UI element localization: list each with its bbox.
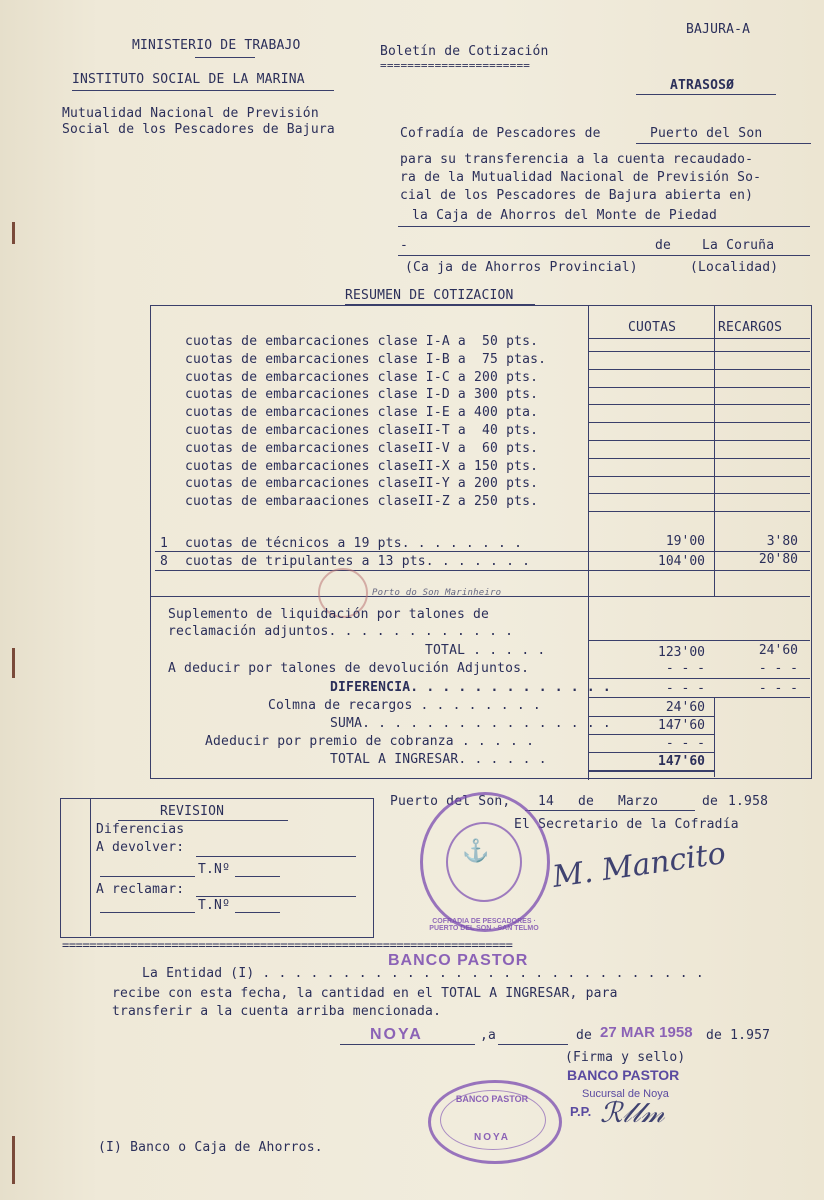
sign-de-1: de <box>578 794 595 809</box>
bank-pp: P.P. <box>570 1104 592 1119</box>
revision-divider <box>90 798 91 936</box>
col-header-recargos: RECARGOS <box>718 320 783 335</box>
deducir-label: A deducir por talones de devolución Adjuntos. <box>168 661 530 676</box>
ministry-underline <box>195 57 255 58</box>
premio-value: - - - <box>665 736 705 751</box>
entity-line: La Entidad (I) . . . . . . . . . . . . . . . . . . . . . . . . . . . . <box>142 966 704 981</box>
suma-label: SUMA. . . . . . . . . . . . . . . . <box>330 716 611 731</box>
deducir-cuotas: - - - <box>665 661 705 676</box>
devolver-tno: T.Nº <box>198 862 231 877</box>
city-value: La Coruña <box>702 238 775 253</box>
quota-row-label: cuotas de embarcaciones claseII-T a 40 pts. <box>185 423 539 438</box>
bulletin-underline: ====================== <box>380 59 531 72</box>
bank-line-3: transferir a la cuenta arriba mencionada. <box>112 1004 442 1019</box>
arrears-label: ATRASOSØ <box>670 78 735 93</box>
seal-text: COFRADIA DE PESCADORES · PUERTO DEL SON · SAN TELMO <box>429 918 539 932</box>
quota-row-label: cuotas de embaraaciones claseII-Z a 250 pts. <box>185 494 539 509</box>
deducir-rule <box>588 678 810 679</box>
tecnicos-count: 1 <box>160 536 169 551</box>
quota-row-rule <box>588 387 810 388</box>
col-divider-2-lower <box>714 697 715 777</box>
cofradia-line-2: ra de la Mutualidad Nacional de Previsión So- <box>400 170 762 185</box>
bank-de-2: de 1.957 <box>706 1028 771 1043</box>
town-stamp: NOYA <box>370 1026 423 1043</box>
place-underline <box>636 143 811 144</box>
form-code: BAJURA-A <box>686 22 751 37</box>
deducir-recargos: - - - <box>758 661 798 676</box>
revision-title: REVISION <box>160 804 225 819</box>
reclamar-tno-line <box>235 912 280 913</box>
colmna-label: Colmna de recargos . . . . . . . . <box>268 698 541 713</box>
col-divider-1 <box>588 305 589 780</box>
quota-row-rule <box>588 476 810 477</box>
town-underline <box>340 1044 475 1045</box>
bank-a: ,a <box>480 1028 497 1043</box>
city-underline <box>398 255 810 256</box>
anchor-icon: ⚓ <box>462 838 490 863</box>
reclamar-line-2 <box>100 912 195 913</box>
mutual-line-1: Mutualidad Nacional de Previsión <box>62 106 319 121</box>
tecnicos-cuotas: 19'00 <box>665 534 705 549</box>
quota-row-rule <box>588 422 810 423</box>
diferencia-label: DIFERENCIA. . . . . . . . . . . . . <box>330 680 611 695</box>
binding-mark <box>12 1136 15 1184</box>
devolver-tno-line <box>235 876 280 877</box>
total-rule-top <box>588 640 810 641</box>
sign-place: Puerto del Son, <box>390 794 511 809</box>
bank-de-1: de <box>576 1028 593 1043</box>
quota-row-rule <box>588 440 810 441</box>
bank-oval-bottom: NOYA <box>474 1132 510 1143</box>
suma-rule <box>588 734 714 735</box>
bank-oval-top: BANCO PASTOR <box>455 1094 529 1104</box>
summary-title: RESUMEN DE COTIZACION <box>345 288 514 303</box>
revision-title-underline <box>118 820 288 821</box>
quota-row-label: cuotas de embarcaciones clase I-C a 200 pts. <box>185 370 539 385</box>
total-recargos: 24'60 <box>758 643 798 658</box>
premio-rule <box>588 752 714 753</box>
devolver-line <box>196 856 356 857</box>
total-cuotas: 123'00 <box>658 645 705 660</box>
suplemento-line-2: reclamación adjuntos. . . . . . . . . . . . <box>168 624 514 639</box>
quota-row-rule <box>588 493 810 494</box>
revision-devolver: A devolver: <box>96 840 185 855</box>
mini-stamp-text: Porto do Son Marinheiro <box>372 588 502 598</box>
tripulantes-recargos: 20'80 <box>758 552 798 567</box>
bulletin-title: Boletín de Cotización <box>380 44 549 59</box>
bank-line-2: recibe con esta fecha, la cantidad en el TOTAL A INGRESAR, para <box>112 986 618 1001</box>
firma-label: (Firma y sello) <box>565 1050 686 1065</box>
diferencia-rule <box>588 697 810 698</box>
quota-row-label: cuotas de embarcaciones claseII-Y a 200 pts. <box>185 476 539 491</box>
footnote: (I) Banco o Caja de Ahorros. <box>98 1140 323 1155</box>
cofradia-line-1: para su transferencia a la cuenta recaudado- <box>400 152 754 167</box>
caption-bank: (Ca ja de Ahorros Provincial) <box>405 260 638 275</box>
date-stamp: 27 MAR 1958 <box>600 1024 693 1041</box>
quota-row-label: cuotas de embarcaciones clase I-D a 300 pts. <box>185 387 539 402</box>
sign-month: Marzo <box>618 794 659 809</box>
bank-stamp-top: BANCO PASTOR <box>388 952 529 969</box>
ministry-title: MINISTERIO DE TRABAJO <box>132 38 301 53</box>
bank-dash: - <box>400 238 409 253</box>
quota-row-label: cuotas de embarcaciones claseII-V a 60 pts. <box>185 441 539 456</box>
cofradia-place: Puerto del Son <box>650 126 763 141</box>
quota-row-label: cuotas de embarcaciones clase I-A a 50 pts. <box>185 334 539 349</box>
tripulantes-count: 8 <box>160 554 169 569</box>
suplemento-line-1: Suplemento de liquidación por talones de <box>168 607 490 622</box>
quota-row-label: cuotas de embarcaciones clase I-B a 75 ptas. <box>185 352 547 367</box>
devolver-line-2 <box>100 876 195 877</box>
secretary-role: El Secretario de la Cofradía <box>514 817 739 832</box>
bank-signature-scribble: ℛ𝓁𝓁𝓂 <box>600 1096 665 1129</box>
ingresar-rule <box>588 770 714 772</box>
tecnicos-recargos: 3'80 <box>766 534 798 549</box>
sign-de-2: de <box>702 794 719 809</box>
ingresar-value: 147'60 <box>658 754 705 769</box>
quota-row-rule <box>588 458 810 459</box>
quota-row-rule <box>588 351 810 352</box>
bank-day-line <box>498 1044 568 1045</box>
arrears-underline <box>636 94 776 95</box>
header-rule <box>588 338 810 339</box>
institute-underline <box>72 90 334 91</box>
col-header-cuotas: CUOTAS <box>628 320 677 335</box>
diferencia-cuotas: - - - <box>665 681 705 696</box>
binding-mark <box>12 222 15 244</box>
cofradia-line-3: cial de los Pescadores de Bajura abierta en) <box>400 188 754 203</box>
total-label: TOTAL . . . . . <box>425 643 546 658</box>
quota-row-rule <box>588 404 810 405</box>
cofradia-bank: la Caja de Ahorros del Monte de Piedad <box>412 208 718 223</box>
suma-value: 147'60 <box>658 718 705 733</box>
colmna-value: 24'60 <box>665 700 705 715</box>
diferencia-recargos: - - - <box>758 681 798 696</box>
quota-row-label: cuotas de embarcaciones clase I-E a 400 pta. <box>185 405 539 420</box>
reclamar-line <box>196 896 356 897</box>
bank-separator: ================================================================== <box>62 938 513 952</box>
ingresar-label: TOTAL A INGRESAR. . . . . . <box>330 752 547 767</box>
bank-name: BANCO PASTOR <box>567 1067 680 1083</box>
bank-underline <box>398 226 810 227</box>
date-underline <box>525 810 695 811</box>
cofradia-label: Cofradía de Pescadores de <box>400 126 601 141</box>
revision-diferencias: Diferencias <box>96 822 185 837</box>
tecnicos-label: cuotas de técnicos a 19 pts. . . . . . . . <box>185 536 523 551</box>
secretary-signature: M. Mancito <box>550 836 728 895</box>
sign-day: 14 <box>538 794 555 809</box>
tripulantes-label: cuotas de tripulantes a 13 pts. . . . . . . <box>185 554 531 569</box>
sign-year: 1.958 <box>728 794 769 809</box>
binding-mark <box>12 648 15 678</box>
quota-row-rule <box>588 369 810 370</box>
mutual-line-2: Social de los Pescadores de Bajura <box>62 122 335 137</box>
premio-label: Adeducir por premio de cobranza . . . . . <box>205 734 535 749</box>
caption-city: (Localidad) <box>690 260 779 275</box>
de-label: de <box>655 238 672 253</box>
revision-reclamar: A reclamar: <box>96 882 185 897</box>
tripulantes-rule <box>155 570 810 571</box>
reclamar-tno: T.Nº <box>198 898 231 913</box>
institute-title: INSTITUTO SOCIAL DE LA MARINA <box>72 72 305 87</box>
quota-row-label: cuotas de embarcaciones claseII-X a 150 pts. <box>185 459 539 474</box>
quota-row-rule <box>588 511 810 512</box>
bank-branch: Sucursal de Noya <box>582 1088 669 1100</box>
tripulantes-cuotas: 104'00 <box>658 554 705 569</box>
